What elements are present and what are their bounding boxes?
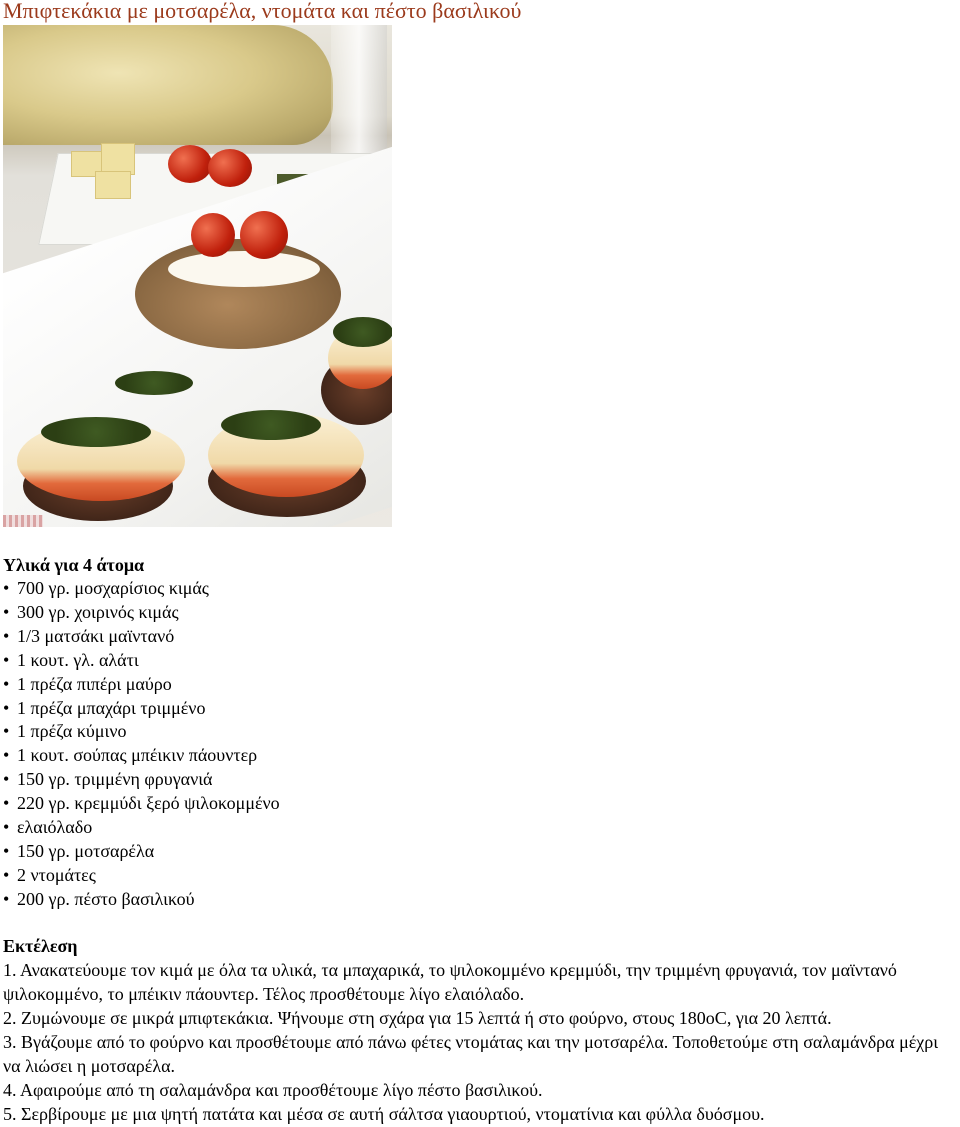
bullet-icon: • [3,721,10,742]
ingredient-item [3,768,280,792]
method-step: 3. Βγάζουμε από το φούρνο και προσθέτουμε από πάνω φέτες ντομάτας και την μοτσαρέλα. Τοποθετούμε στη σαλαμάνδρα μέχρι να λιώσει η μοτσαρέλα. [3,1032,939,1076]
ingredient-text: 2 ντομάτες [17,864,96,885]
method-step: 2. Ζυμώνουμε σε μικρά μπιφτεκάκια. Ψήνουμε στη σχάρα για 15 λεπτά ή στο φούρνο, στους 180oC, για 20 λεπτά. [3,1008,832,1028]
method-step: 5. Σερβίρουμε με μια ψητή πατάτα και μέσα σε αυτή σάλτσα γιαουρτιού, ντοματίνια και φύλλα δυόσμου. [3,1104,765,1124]
photo-cherry-tomato [191,213,235,257]
method-steps [3,958,960,1126]
ingredient-item [3,649,280,673]
ingredient-text: 1 πρέζα μπαχάρι τριμμένο [17,697,206,718]
ingredient-text: 200 γρ. πέστο βασιλικού [17,888,195,909]
ingredient-text: 1 κουτ. σούπας μπέικιν πάουντερ [17,745,258,766]
bullet-icon: • [3,840,10,861]
photo-bottle [3,25,333,145]
ingredient-text: ελαιόλαδο [17,817,93,838]
ingredient-text: 220 γρ. κρεμμύδι ξερό ψιλοκομμένο [17,793,280,814]
bullet-icon: • [3,697,10,718]
ingredient-item [3,744,280,768]
photo-yogurt-sauce [168,251,320,287]
method-step: 4. Αφαιρούμε από τη σαλαμάνδρα και προσθέτουμε λίγο πέστο βασιλικού. [3,1080,543,1100]
bullet-icon: • [3,817,10,838]
ingredient-text: 150 γρ. τριμμένη φρυγανιά [17,769,213,790]
bullet-icon: • [3,649,10,670]
ingredient-item [3,840,280,864]
bullet-icon: • [3,625,10,646]
ingredient-item [3,720,280,744]
ingredient-text: 300 γρ. χοιρινός κιμάς [17,601,179,622]
ingredient-item [3,577,280,601]
recipe-title: Μπιφτεκάκια με μοτσαρέλα, ντομάτα και πέστο βασιλικού [3,0,522,23]
photo-napkin [3,515,43,527]
bullet-icon: • [3,864,10,885]
recipe-photo [3,25,392,527]
photo-cherry-tomato [240,211,288,259]
photo-cherry-tomato [208,149,252,187]
ingredient-item [3,888,280,912]
photo-cherry-tomato [168,145,212,183]
ingredient-item [3,625,280,649]
bullet-icon: • [3,888,10,909]
ingredient-item [3,792,280,816]
bullet-icon: • [3,578,10,598]
ingredient-text: 1 κουτ. γλ. αλάτι [17,649,139,670]
photo-pesto-dollop [221,410,321,440]
ingredient-text: 1 πρέζα κύμινο [17,721,127,742]
ingredient-text: 150 γρ. μοτσαρέλα [17,840,155,861]
bullet-icon: • [3,673,10,694]
bullet-icon: • [3,601,10,622]
method-step: 1. Ανακατεύουμε τον κιμά με όλα τα υλικά, τα μπαχαρικά, το ψιλοκομμένο κρεμμύδι, την τριμμένη φρυγανιά, τον μαϊντανό ψιλοκομμένο, το μπέικιν πάουντερ. Τέλος προσθέτουμε λίγο ελαιόλαδο. [3,960,897,1004]
bullet-icon: • [3,793,10,814]
ingredient-item [3,864,280,888]
bullet-icon: • [3,745,10,766]
photo-pesto-dollop [333,317,392,347]
ingredient-text: 1 πρέζα πιπέρι μαύρο [17,673,172,694]
ingredient-item [3,816,280,840]
ingredient-text: 700 γρ. μοσχαρίσιος κιμάς [17,578,209,598]
bullet-icon: • [3,769,10,790]
ingredient-item [3,601,280,625]
method-heading: Εκτέλεση [3,936,78,956]
photo-pesto-dollop [115,371,193,395]
ingredient-text: 1/3 ματσάκι μαϊντανό [17,625,175,646]
photo-pesto-dollop [41,417,151,447]
ingredients-list [3,577,280,912]
photo-cheese-cube [95,171,131,199]
ingredient-item [3,697,280,721]
ingredients-heading: Υλικά για 4 άτομα [3,555,145,575]
ingredient-item [3,673,280,697]
